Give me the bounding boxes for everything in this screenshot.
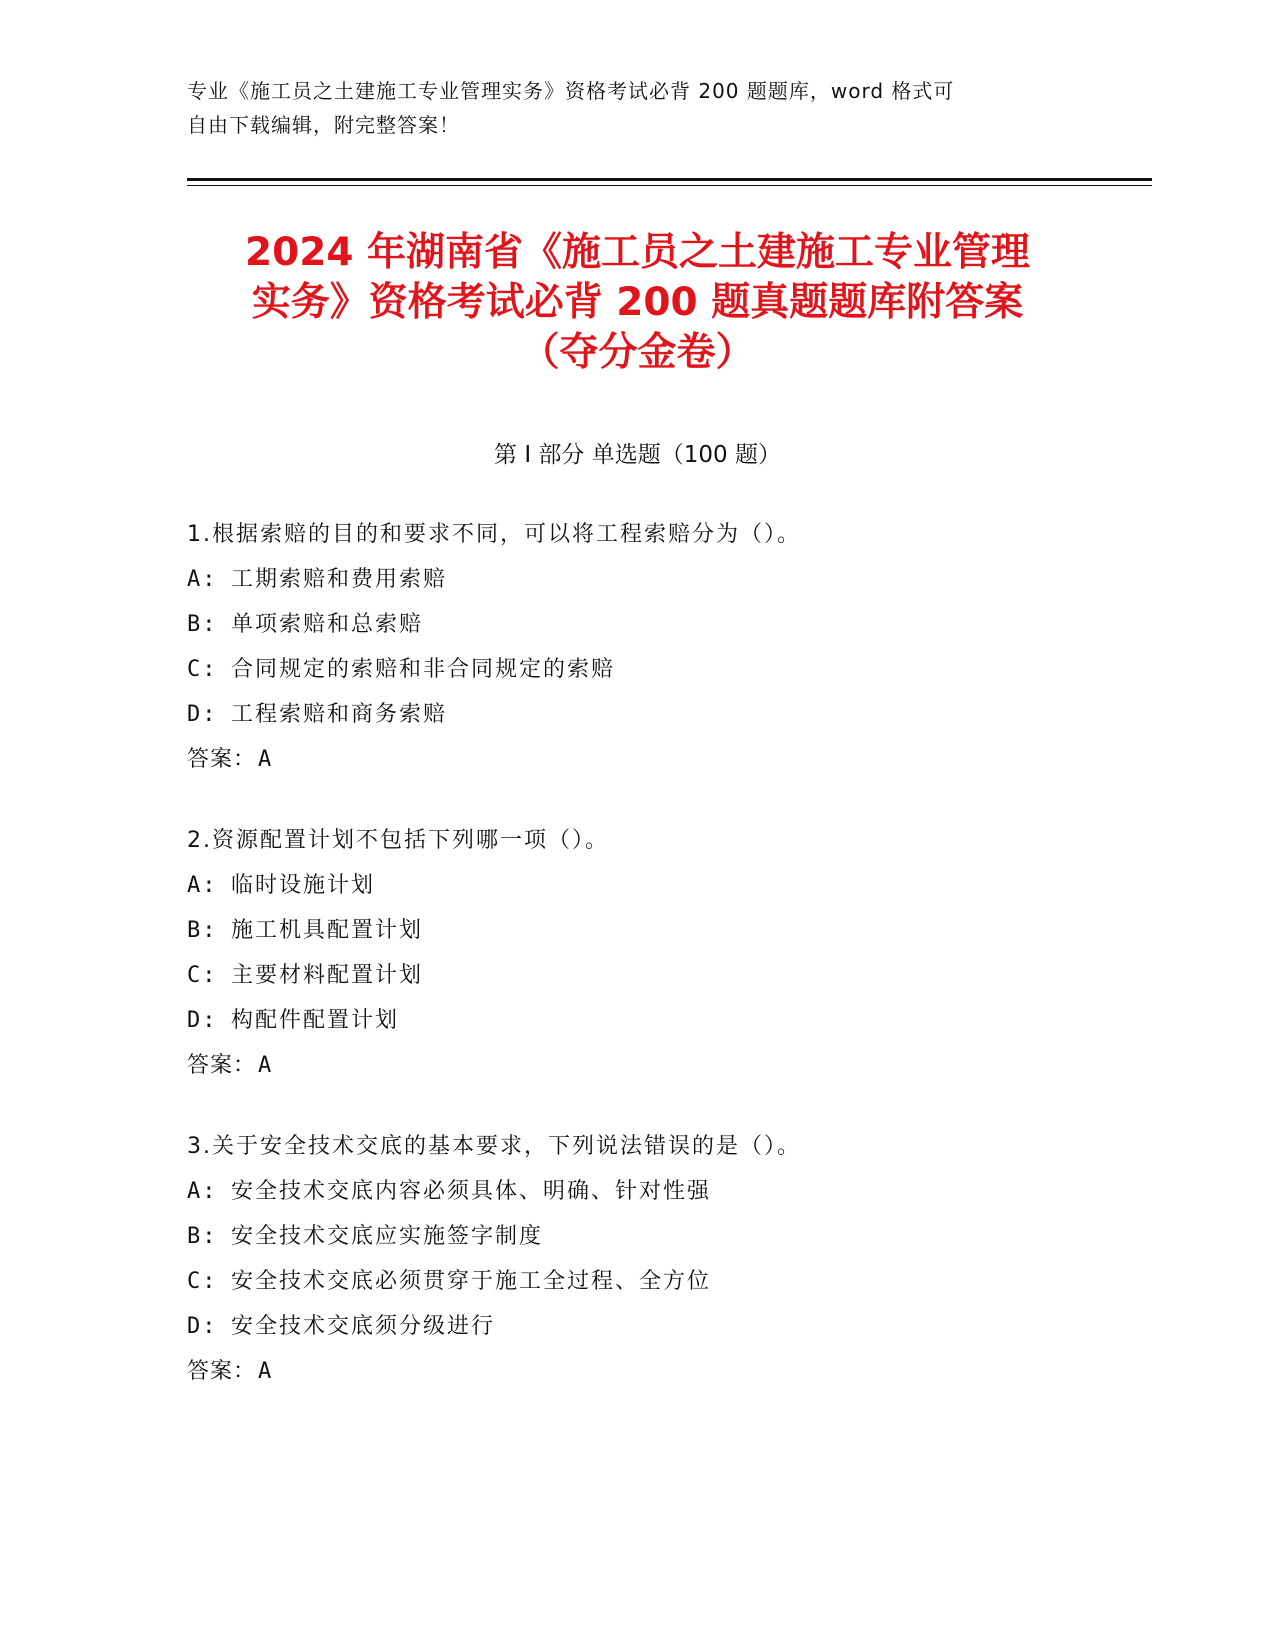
answer-value: A (258, 1053, 273, 1078)
option-key: B: (187, 612, 218, 637)
option-a (187, 1169, 1147, 1214)
option-text: 单项索赔和总索赔 (231, 612, 424, 637)
option-d (187, 1304, 1147, 1349)
option-text: 工期索赔和费用索赔 (231, 567, 448, 592)
option-key: D: (187, 702, 218, 727)
header-note-line-1: 专业《施工员之土建施工专业管理实务》资格考试必背 200 题题库，word 格式可 (187, 79, 955, 103)
answer-label: 答案： (187, 1053, 257, 1078)
option-text: 安全技术交底必须贯穿于施工全过程、全方位 (231, 1269, 712, 1294)
question-stem: 3.关于安全技术交底的基本要求，下列说法错误的是（）。 (187, 1134, 801, 1159)
option-key: B: (187, 918, 218, 943)
header-note-line-2: 自由下载编辑，附完整答案！ (187, 113, 460, 137)
option-text: 安全技术交底须分级进行 (231, 1314, 496, 1339)
option-a (187, 863, 1147, 908)
option-d (187, 692, 1147, 737)
section-heading: 第 I 部分 单选题（100 题） (494, 442, 781, 468)
header-divider-thick (187, 178, 1152, 181)
answer-line (187, 1349, 1147, 1394)
option-key: A: (187, 1179, 218, 1204)
question-stem: 2.资源配置计划不包括下列哪一项（）。 (187, 828, 609, 853)
option-key: D: (187, 1008, 218, 1033)
option-text: 构配件配置计划 (231, 1008, 400, 1033)
option-text: 临时设施计划 (231, 873, 376, 898)
answer-label: 答案： (187, 747, 257, 772)
option-key: A: (187, 567, 218, 592)
option-text: 合同规定的索赔和非合同规定的索赔 (231, 657, 616, 682)
option-b (187, 1214, 1147, 1259)
option-text: 工程索赔和商务索赔 (231, 702, 448, 727)
option-c (187, 953, 1147, 998)
document-title-line-3: （夺分金卷） (520, 330, 755, 375)
option-c (187, 647, 1147, 692)
document-title-line-2: 实务》资格考试必背 200 题真题题库附答案 (251, 280, 1024, 325)
question-3 (187, 1124, 1147, 1394)
question-2 (187, 818, 1147, 1088)
option-d (187, 998, 1147, 1043)
option-text: 主要材料配置计划 (231, 963, 424, 988)
option-key: B: (187, 1224, 218, 1249)
option-text: 安全技术交底应实施签字制度 (231, 1224, 544, 1249)
document-title-line-1: 2024 年湖南省《施工员之土建施工专业管理 (244, 230, 1031, 275)
question-stem: 1.根据索赔的目的和要求不同，可以将工程索赔分为（）。 (187, 522, 801, 547)
option-key: C: (187, 963, 218, 988)
option-b (187, 908, 1147, 953)
document-title (150, 228, 1125, 378)
option-text: 施工机具配置计划 (231, 918, 424, 943)
option-key: C: (187, 657, 218, 682)
option-a (187, 557, 1147, 602)
question-1 (187, 512, 1147, 782)
answer-value: A (258, 1359, 273, 1384)
option-key: C: (187, 1269, 218, 1294)
answer-value: A (258, 747, 273, 772)
option-key: D: (187, 1314, 218, 1339)
answer-label: 答案： (187, 1359, 257, 1384)
option-c (187, 1259, 1147, 1304)
option-key: A: (187, 873, 218, 898)
answer-line (187, 737, 1147, 782)
answer-line (187, 1043, 1147, 1088)
option-b (187, 602, 1147, 647)
header-note (187, 74, 1087, 142)
header-divider-thin (187, 185, 1152, 186)
option-text: 安全技术交底内容必须具体、明确、针对性强 (231, 1179, 712, 1204)
